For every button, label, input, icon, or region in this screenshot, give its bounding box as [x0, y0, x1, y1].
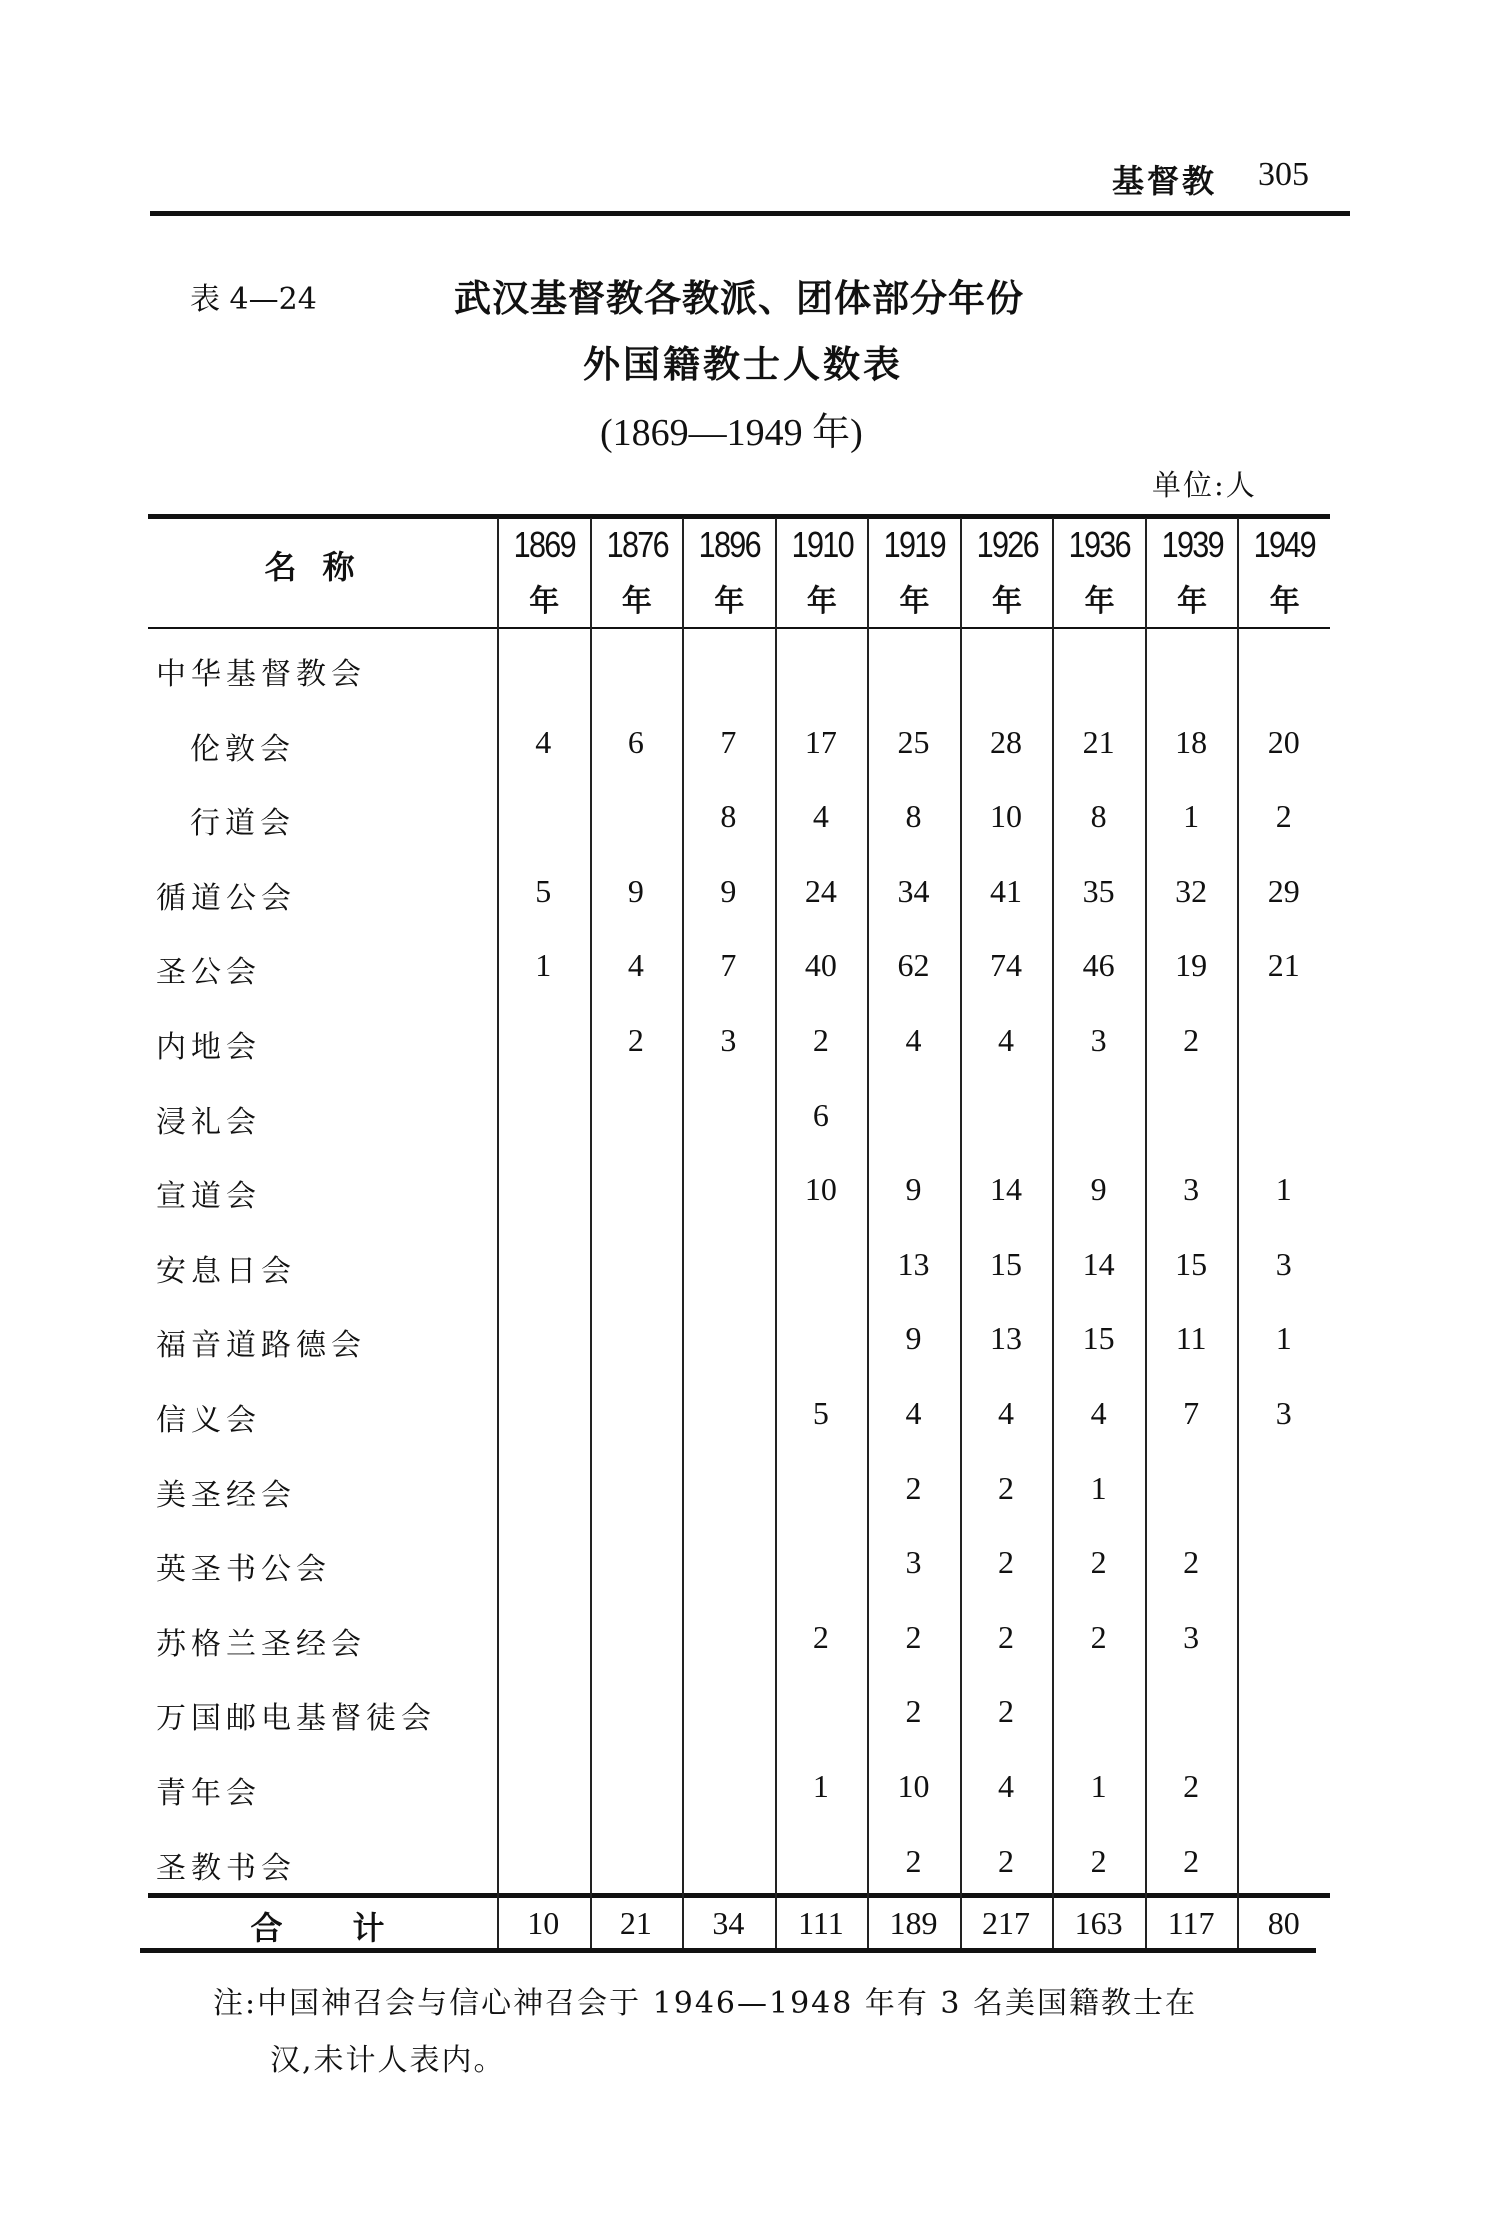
- table-cell: 2: [1183, 1842, 1200, 1879]
- table-cell: 15: [1175, 1245, 1208, 1282]
- row-label: 中华基督教会: [156, 657, 366, 692]
- table-cell: 3: [905, 1544, 922, 1581]
- row-label: 苏格兰圣经会: [156, 1626, 366, 1662]
- table-cell: 2: [905, 1618, 922, 1655]
- table-cell: 15: [990, 1245, 1023, 1282]
- table-cell: 8: [905, 798, 922, 835]
- table-cell: 2: [1090, 1842, 1107, 1879]
- table-cell: 4: [535, 723, 552, 760]
- table-cell: 2: [812, 1618, 829, 1655]
- table-cell: 25: [897, 723, 930, 760]
- table-cell: 14: [990, 1171, 1023, 1208]
- row-label: 圣教书会: [156, 1850, 296, 1886]
- table-cell: 15: [1082, 1320, 1115, 1357]
- table-cell: 7: [1183, 1395, 1200, 1431]
- table-cell: 2: [1183, 1022, 1200, 1058]
- column-header-year: 1949: [1254, 524, 1316, 565]
- total-cell: 111: [798, 1905, 844, 1942]
- table-cell: 10: [804, 1171, 837, 1208]
- table-cell: 41: [990, 872, 1023, 909]
- table-top-rule: [148, 514, 1330, 519]
- row-label: 英圣书公会: [156, 1552, 331, 1588]
- table-cell: 2: [1183, 1768, 1200, 1804]
- column-header-year-suffix: 年: [1177, 584, 1208, 619]
- column-header-year: 1896: [698, 524, 761, 565]
- table-cell: 2: [905, 1842, 922, 1879]
- column-header-year: 1936: [1068, 524, 1131, 565]
- table-cell: 20: [1267, 723, 1300, 760]
- table-cell: 6: [627, 723, 644, 760]
- table-cell: 3: [1275, 1395, 1292, 1431]
- row-label: 行道会: [190, 806, 295, 842]
- row-label: 青年会: [156, 1776, 261, 1811]
- total-cell: 217: [982, 1905, 1031, 1942]
- table-cell: 5: [812, 1395, 829, 1431]
- total-top-rule: [148, 1893, 1330, 1898]
- total-cell: 21: [619, 1905, 652, 1942]
- table-cell: 4: [998, 1768, 1015, 1804]
- table-cell: 4: [905, 1022, 922, 1058]
- row-label: 内地会: [156, 1030, 261, 1065]
- row-label: 宣道会: [156, 1179, 261, 1215]
- table-cell: 21: [1267, 947, 1300, 984]
- table-cell: 28: [990, 723, 1023, 760]
- row-label: 伦敦会: [190, 731, 295, 767]
- table-cell: 9: [720, 872, 737, 909]
- table-cell: 4: [998, 1022, 1015, 1058]
- total-cell: 34: [712, 1905, 745, 1942]
- table-cell: 4: [1090, 1395, 1107, 1431]
- total-row-label: 合计: [250, 1909, 455, 1948]
- table-cell: 2: [998, 1842, 1015, 1879]
- table-cell: 2: [1090, 1544, 1107, 1581]
- table-cell: 1: [1183, 798, 1200, 835]
- header-rule: [150, 211, 1350, 216]
- table-note-line-2: 汉,未计人表内。: [270, 2043, 506, 2078]
- column-header-year: 1919: [883, 524, 946, 565]
- table-cell: 1: [1275, 1320, 1292, 1357]
- column-header-year-suffix: 年: [899, 584, 930, 619]
- row-label: 万国邮电基督徒会: [156, 1701, 436, 1737]
- table-cell: 3: [720, 1022, 737, 1058]
- column-header-name: 名称: [264, 548, 381, 586]
- total-cell: 80: [1267, 1905, 1300, 1942]
- column-header-year-suffix: 年: [992, 584, 1023, 619]
- table-cell: 2: [905, 1693, 922, 1730]
- row-label: 循道公会: [156, 880, 296, 916]
- table-cell: 34: [897, 872, 930, 909]
- table-title-line-2: 外国籍教士人数表: [583, 343, 903, 386]
- table-cell: 6: [812, 1096, 829, 1133]
- column-header-year: 1869: [513, 524, 575, 565]
- table-cell: 35: [1082, 872, 1115, 909]
- row-label: 信义会: [156, 1403, 261, 1438]
- table-note-line-1: 注:中国神召会与信心神召会于 1946—1948 年有 3 名美国籍教士在: [213, 1986, 1198, 2021]
- row-label: 圣公会: [156, 955, 261, 991]
- table-cell: 1: [1275, 1171, 1292, 1208]
- table-cell: 3: [1090, 1022, 1107, 1058]
- column-header-year-suffix: 年: [714, 584, 745, 619]
- table-cell: 4: [812, 798, 829, 835]
- row-label: 福音道路德会: [156, 1328, 366, 1364]
- table-cell: 9: [627, 872, 644, 909]
- table-cell: 9: [1090, 1171, 1107, 1208]
- table-cell: 2: [1275, 798, 1292, 835]
- table-cell: 2: [1090, 1618, 1107, 1655]
- table-cell: 7: [720, 723, 737, 760]
- total-cell: 163: [1074, 1905, 1123, 1942]
- column-header-year-suffix: 年: [1269, 584, 1300, 619]
- table-cell: 9: [905, 1171, 922, 1208]
- table-number: 表 4—24: [190, 282, 317, 317]
- row-label: 浸礼会: [156, 1104, 261, 1140]
- table-cell: 40: [804, 947, 837, 984]
- table-cell: 13: [897, 1245, 930, 1282]
- table-cell: 74: [990, 947, 1023, 984]
- table-cell: 4: [998, 1395, 1015, 1431]
- table-cell: 2: [998, 1469, 1015, 1506]
- table-cell: 21: [1082, 723, 1115, 760]
- column-header-year-suffix: 年: [806, 584, 837, 619]
- total-cell: 117: [1167, 1905, 1215, 1942]
- table-title-line-1: 武汉基督教各教派、团体部分年份: [454, 277, 1024, 320]
- table-cell: 1: [535, 947, 552, 984]
- table-cell: 9: [905, 1320, 922, 1357]
- column-header-year: 1876: [606, 524, 668, 565]
- table-cell: 2: [998, 1693, 1015, 1730]
- column-header-year: 1926: [976, 524, 1038, 565]
- table-cell: 29: [1267, 872, 1300, 909]
- row-label: 美圣经会: [156, 1477, 296, 1513]
- column-header-year-suffix: 年: [529, 584, 560, 619]
- table-cell: 18: [1175, 723, 1208, 760]
- table-cell: 11: [1175, 1320, 1207, 1357]
- table-cell: 14: [1082, 1245, 1115, 1282]
- table-cell: 2: [1183, 1544, 1200, 1581]
- table-cell: 1: [1090, 1768, 1107, 1804]
- table-cell: 62: [897, 947, 930, 984]
- column-header-year: 1910: [791, 524, 853, 565]
- table-cell: 2: [812, 1022, 829, 1058]
- unit-label: 单位:人: [1152, 468, 1257, 502]
- header-bottom-rule: [148, 627, 1330, 629]
- table-cell: 24: [804, 872, 837, 909]
- column-header-year-suffix: 年: [621, 584, 652, 619]
- column-header-year-suffix: 年: [1084, 584, 1115, 619]
- table-cell: 3: [1183, 1618, 1200, 1655]
- table-cell: 19: [1175, 947, 1208, 984]
- table-cell: 4: [905, 1395, 922, 1431]
- table-cell: 13: [990, 1320, 1023, 1357]
- table-cell: 2: [998, 1618, 1015, 1655]
- table-cell: 8: [720, 798, 737, 835]
- total-cell: 10: [527, 1905, 560, 1942]
- table-cell: 2: [905, 1469, 922, 1506]
- table-cell: 3: [1275, 1245, 1292, 1282]
- running-header-section: 基督教: [1112, 162, 1218, 200]
- total-cell: 189: [889, 1905, 938, 1942]
- column-header-year: 1939: [1161, 524, 1223, 565]
- table-cell: 4: [627, 947, 644, 984]
- table-cell: 10: [897, 1768, 930, 1804]
- table-cell: 2: [627, 1022, 644, 1058]
- table-cell: 1: [1090, 1469, 1107, 1506]
- table-cell: 2: [998, 1544, 1015, 1581]
- table-title-year-range: (1869—1949 年): [600, 412, 863, 454]
- table-cell: 8: [1090, 798, 1107, 835]
- table-cell: 7: [720, 947, 737, 984]
- table-cell: 5: [535, 872, 552, 909]
- page-number: 305: [1258, 156, 1309, 193]
- table-cell: 3: [1183, 1171, 1200, 1208]
- table-cell: 32: [1175, 872, 1208, 909]
- table-cell: 10: [990, 798, 1023, 835]
- table-cell: 17: [804, 723, 837, 760]
- table-cell: 1: [812, 1768, 829, 1804]
- row-label: 安息日会: [156, 1253, 296, 1289]
- table-cell: 46: [1082, 947, 1115, 984]
